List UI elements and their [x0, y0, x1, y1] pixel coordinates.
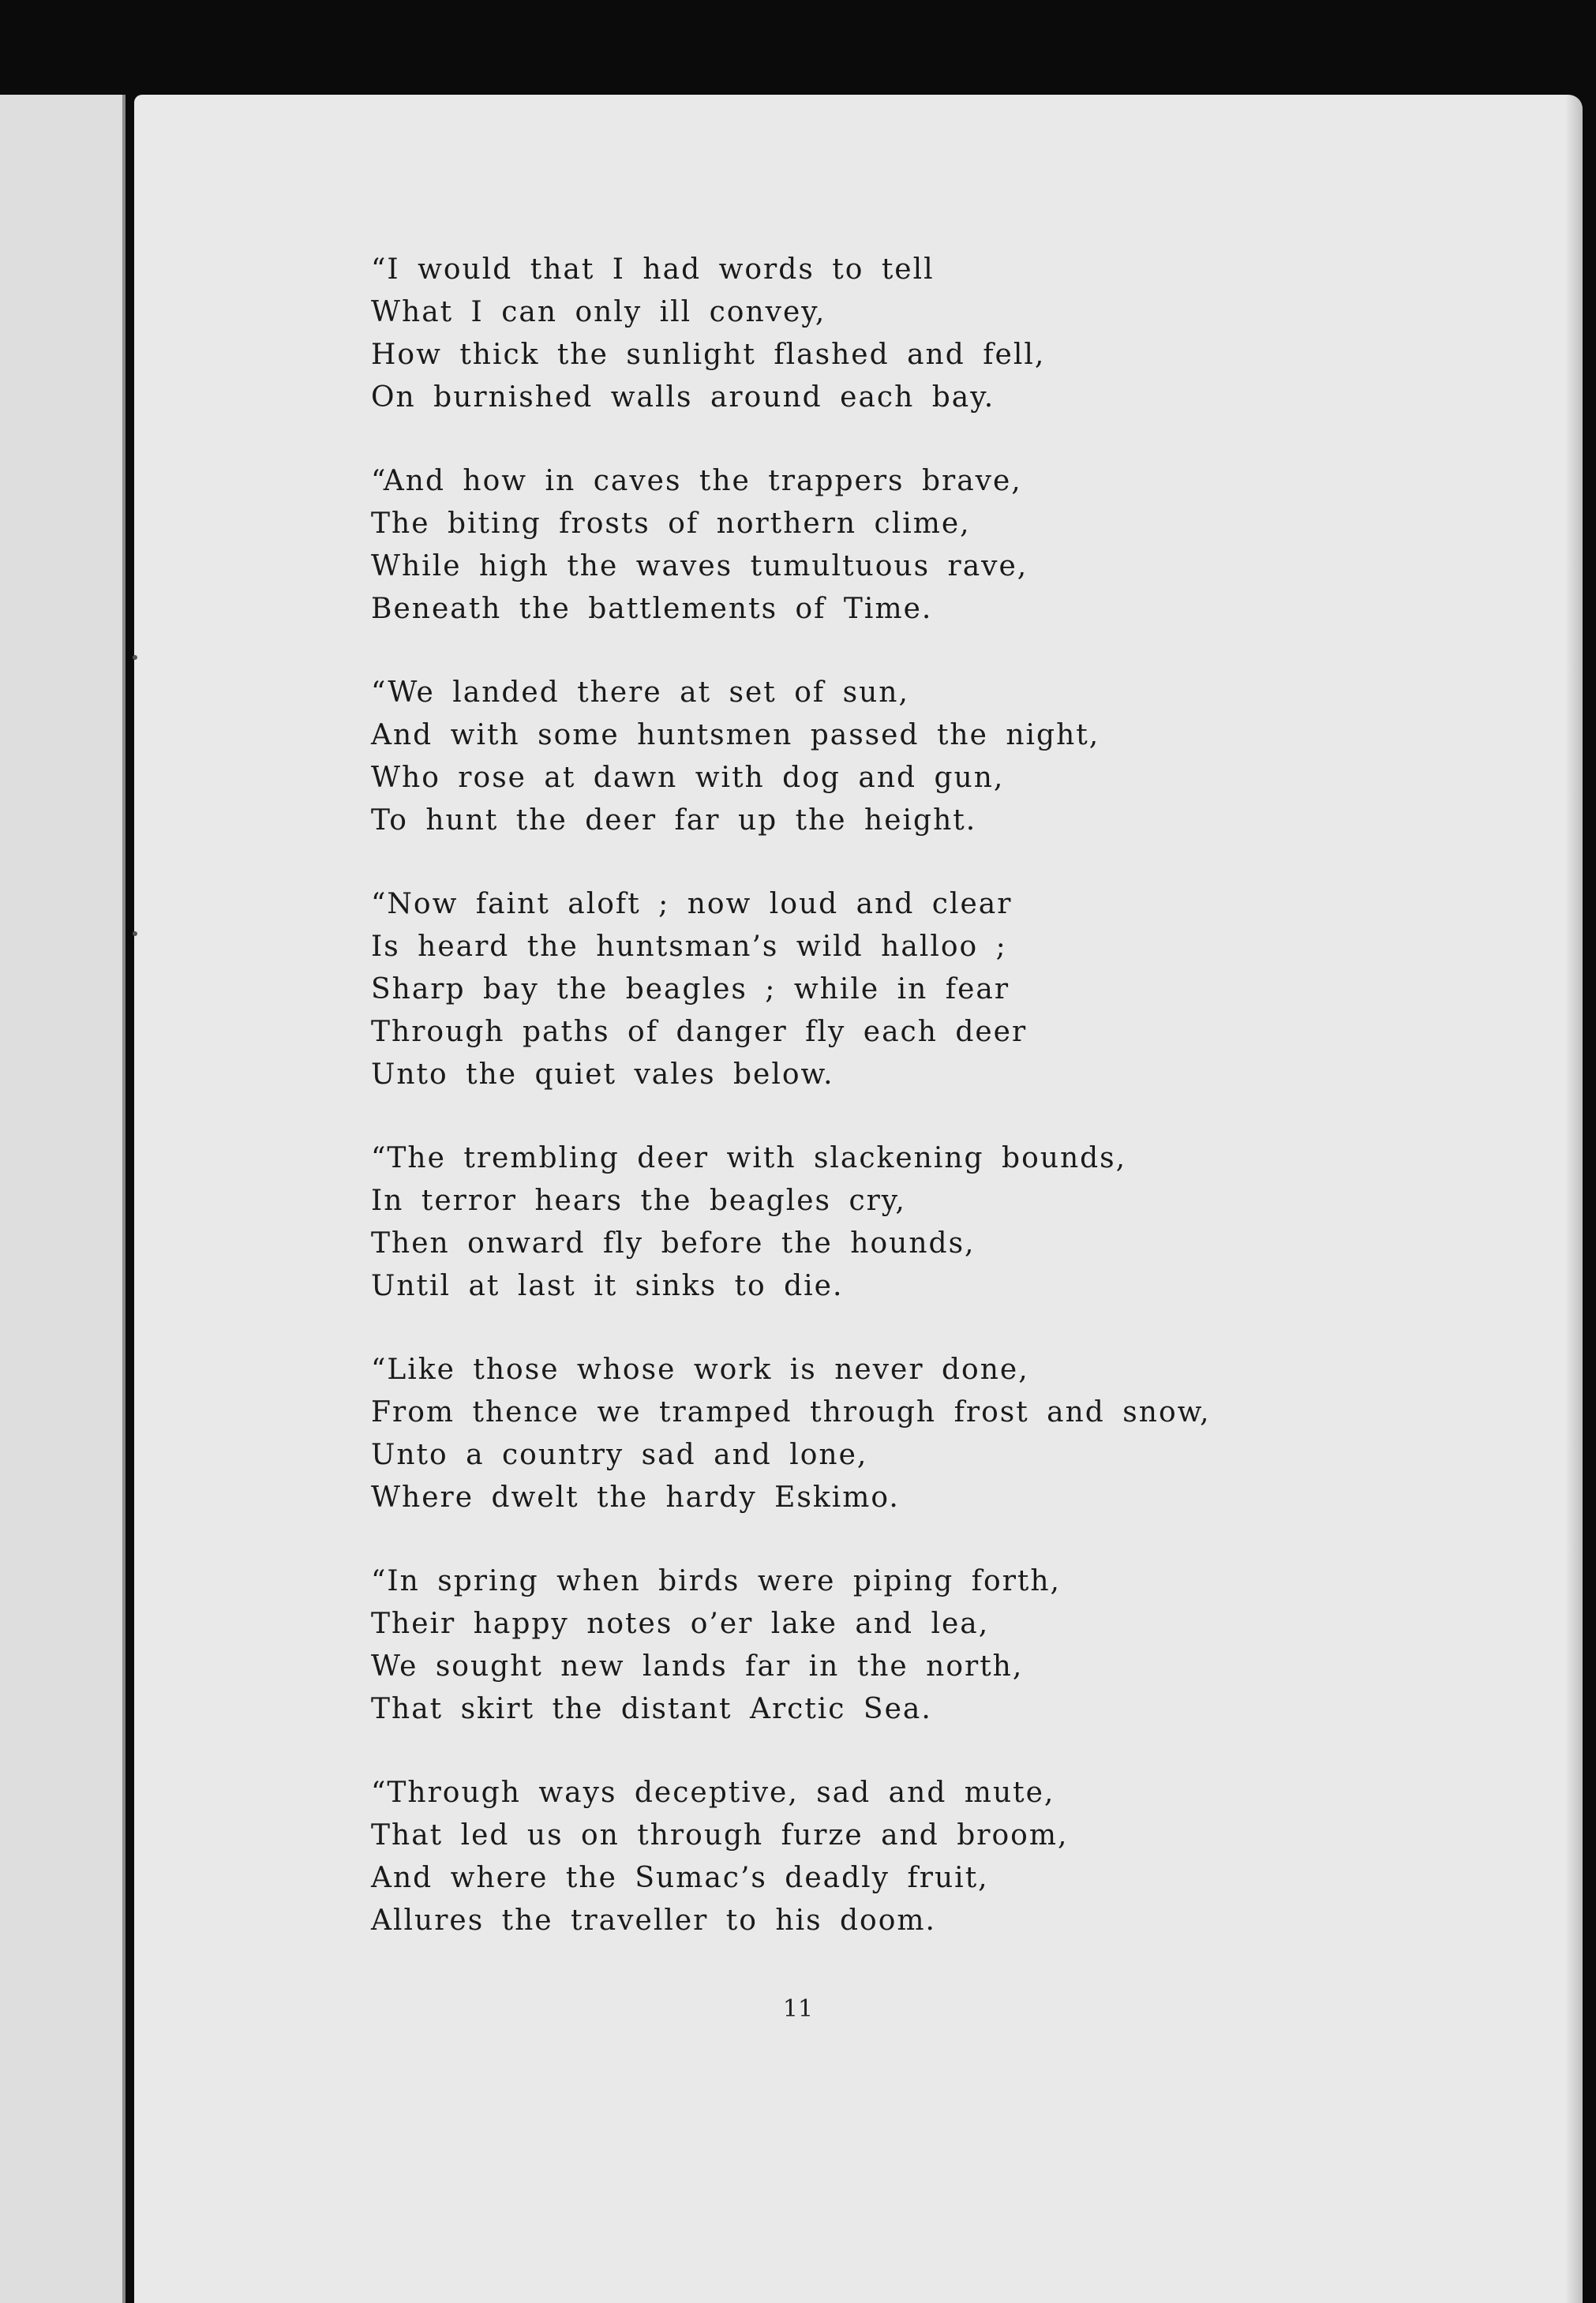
poem-line: To hunt the deer far up the height. [371, 804, 977, 837]
stanza [371, 672, 1381, 842]
stanza [371, 249, 1381, 419]
poem-line: Then onward fly before the hounds, [371, 1227, 976, 1260]
poem-line: Until at last it sinks to die. [371, 1270, 844, 1302]
poem-line: “I would that I had words to tell [371, 253, 935, 286]
poem-line: “Now faint aloft ; now loud and clear [371, 888, 1013, 920]
poem-line: “The trembling deer with slackening bounds, [371, 1142, 1127, 1174]
poem-line: On burnished walls around each bay. [371, 381, 995, 414]
poem-line: “And how in caves the trappers brave, [371, 465, 1022, 497]
poem-line: What I can only ill convey, [371, 296, 826, 328]
stanza [371, 460, 1381, 631]
stanza [371, 1560, 1381, 1731]
gutter-mark [133, 931, 137, 936]
poem-text [371, 249, 1381, 1983]
poem-line: While high the waves tumultuous rave, [371, 550, 1028, 582]
poem-line: That skirt the distant Arctic Sea. [371, 1693, 932, 1725]
poem-line: Allures the traveller to his doom. [371, 1904, 936, 1937]
poem-line: Through paths of danger fly each deer [371, 1016, 1028, 1048]
poem-line: Beneath the battlements of Time. [371, 593, 933, 625]
poem-line: In terror hears the beagles cry, [371, 1185, 906, 1217]
poem-line: We sought new lands far in the north, [371, 1650, 1024, 1683]
poem-line: “Like those whose work is never done, [371, 1354, 1029, 1386]
poem-line: Their happy notes o’er lake and lea, [371, 1608, 990, 1640]
poem-line: Who rose at dawn with dog and gun, [371, 762, 1005, 794]
stanza [371, 1137, 1381, 1308]
poem-line: How thick the sunlight flashed and fell, [371, 339, 1046, 371]
gutter-mark [133, 655, 137, 660]
poem-line: From thence we tramped through frost and snow, [371, 1396, 1211, 1429]
poem-line: Unto a country sad and lone, [371, 1439, 868, 1471]
page-number: 11 [782, 1995, 814, 2023]
stanza [371, 1772, 1381, 1942]
poem-line: “Through ways deceptive, sad and mute, [371, 1777, 1055, 1809]
poem-line: And where the Sumac’s deadly fruit, [371, 1862, 989, 1894]
stanza [371, 883, 1381, 1096]
previous-page-edge [0, 95, 126, 2303]
poem-line: The biting frosts of northern clime, [371, 507, 971, 540]
poem-line: “We landed there at set of sun, [371, 676, 909, 709]
poem-line: Unto the quiet vales below. [371, 1058, 834, 1091]
poem-line: Sharp bay the beagles ; while in fear [371, 973, 1010, 1005]
poem-line: That led us on through furze and broom, [371, 1819, 1069, 1852]
poem-line: “In spring when birds were piping forth, [371, 1565, 1062, 1597]
poem-line: Where dwelt the hardy Eskimo. [371, 1481, 900, 1514]
poem-line: Is heard the huntsman’s wild halloo ; [371, 931, 1007, 963]
stanza [371, 1349, 1381, 1519]
poem-line: And with some huntsmen passed the night, [371, 719, 1100, 751]
